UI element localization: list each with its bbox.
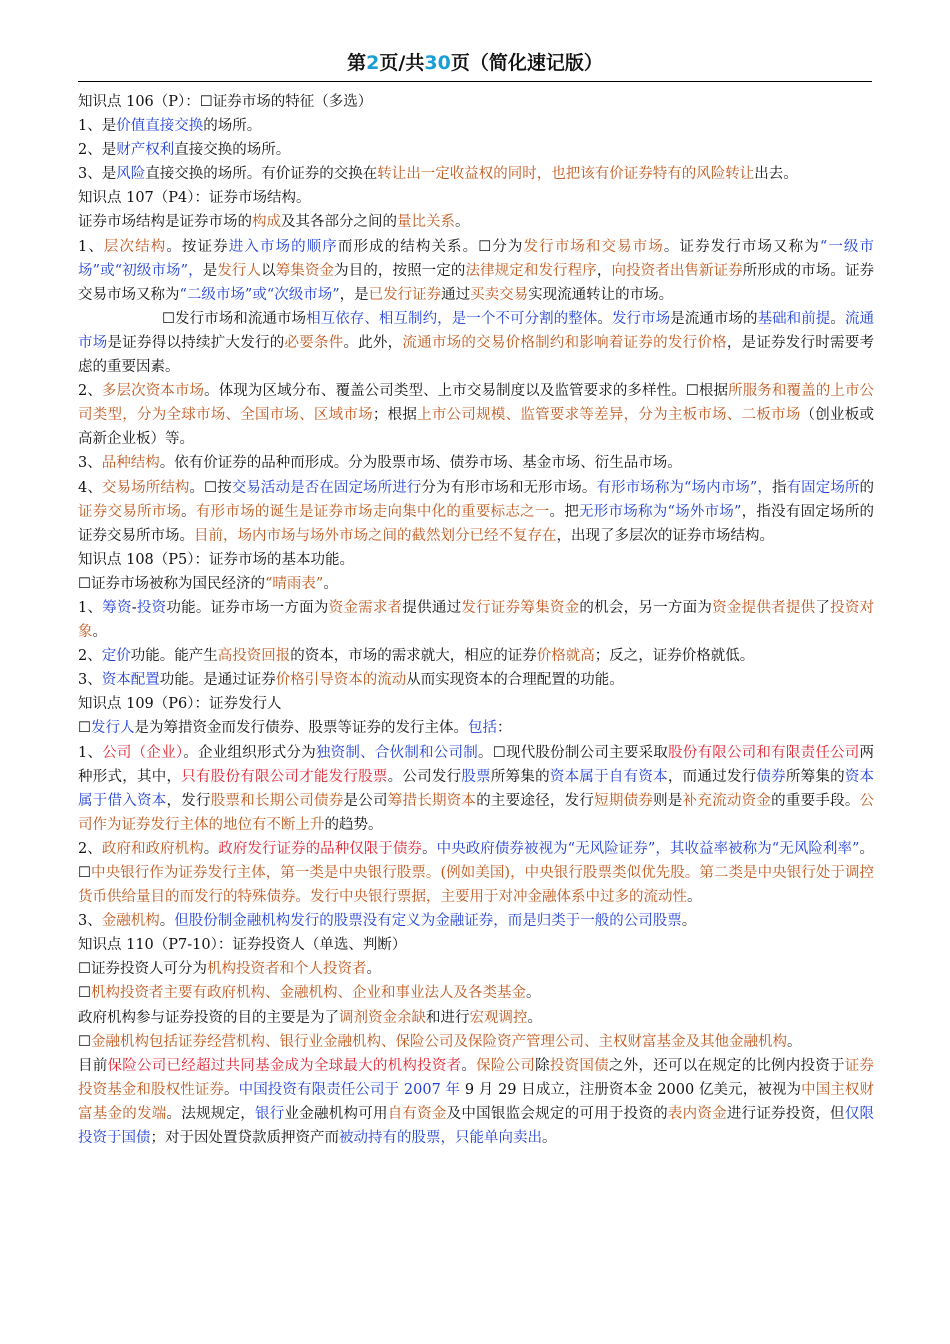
- text-run: 的: [859, 479, 875, 496]
- highlighted-text-run: 上市公司规模、监管要求等差异，分为主板市场、二板市场: [417, 407, 801, 424]
- highlighted-text-run: 中央银行作为证券发行主体，第一类是中央银行股票。(例如美国)，中央银行股票类似优先股。第二类是中央银行处于调控货币供给量目的而发行的特殊债券。发行中央银行票据，主要用于对冲金融体系中过多的流动性: [78, 865, 874, 906]
- paragraph: [78, 379, 874, 451]
- highlighted-text-run: 法律规定和发行程序: [465, 262, 597, 279]
- highlighted-text-run: 必要条件: [284, 334, 344, 351]
- text-run: 进行证券投资，但: [726, 1105, 845, 1122]
- highlighted-text-run: 股票和长期公司债券: [210, 792, 344, 809]
- highlighted-text-run: “晴雨表”: [265, 575, 324, 592]
- paragraph: [78, 668, 874, 692]
- highlighted-text-run: 金融机构包括证券经营机构、银行业金融机构、保险公司及保险资产管理公司、主权财富基金及其他金融机构: [91, 1033, 787, 1050]
- paragraph: [78, 90, 874, 114]
- text-run: 9 月 29 日成立，注册资本金 2000 亿美元，被视为: [460, 1081, 802, 1098]
- paragraph: [78, 596, 874, 644]
- text-run: 除: [535, 1057, 550, 1074]
- text-run: 所形成的市场。证券交易市场又称为: [78, 262, 875, 303]
- highlighted-text-run: 调剂资金余缺: [339, 1009, 426, 1026]
- paragraph: [78, 307, 874, 379]
- highlighted-text-run: 高投资回报: [217, 648, 291, 665]
- text-run: 。☐: [78, 840, 875, 881]
- highlighted-text-run: 定价: [101, 648, 131, 665]
- highlighted-text-run: 证券投资基金和股权性证券: [78, 1057, 875, 1098]
- text-run: 2、: [78, 648, 102, 665]
- highlighted-text-run: 无形市场称为“场外市场”: [579, 503, 742, 520]
- text-run: 知识点 110（P7-10）：证券投资人（单选、判断）: [78, 937, 407, 954]
- highlighted-text-run: 发行市场和交易市场: [523, 238, 664, 255]
- text-run: ，: [596, 262, 612, 279]
- highlighted-text-run: 买卖交易: [470, 286, 529, 303]
- highlighted-text-run: 独资制、合伙制和公司制: [315, 744, 478, 761]
- highlighted-text-run: 进入市场的顺序: [228, 238, 338, 255]
- highlighted-text-run: 政府和政府机构: [101, 840, 204, 857]
- text-run: 。: [687, 889, 702, 906]
- text-run: 是: [202, 262, 218, 279]
- highlighted-text-run: 股份有限公司和有限责任公司: [668, 744, 860, 761]
- text-run: 。企业组织形式分为: [183, 744, 316, 761]
- text-run: 则是: [653, 792, 683, 809]
- text-run: 功能。能产生: [130, 648, 218, 665]
- highlighted-text-run: 资金提供者提供: [712, 599, 816, 616]
- text-run: 是为筹措资金而发行债券、股票等证券的发行主体。: [134, 720, 468, 737]
- highlighted-text-run: 价值直接交换: [116, 118, 204, 135]
- text-run: 的机会，另一方面为: [579, 599, 713, 616]
- paragraph: [78, 451, 874, 475]
- text-run: ，是证券发行时需要考虑的重要因素。: [78, 334, 875, 376]
- paragraph: [78, 933, 874, 957]
- paragraph: [78, 138, 874, 162]
- text-run: 从而实现资本的合理配置的功能。: [406, 672, 624, 689]
- paragraph: [78, 162, 874, 186]
- highlighted-text-run: 构成: [252, 214, 281, 231]
- paragraph: [78, 1030, 874, 1054]
- text-run: 1、是: [78, 118, 117, 135]
- text-run: 的趋势。: [324, 816, 383, 833]
- highlighted-text-run: 交易场所结构: [101, 479, 190, 496]
- text-run: ：: [497, 720, 512, 737]
- text-run: 1、: [78, 599, 103, 616]
- text-run: 。☐现代股份制公司主要采取: [478, 744, 669, 761]
- highlighted-text-run: 转让出一定收益权的同时，也把该有价证券特有的风险转让: [377, 166, 755, 183]
- paragraph: [78, 716, 874, 740]
- highlighted-text-run: 筹措长期资本: [387, 792, 477, 809]
- document-body: [78, 90, 874, 1150]
- text-run: 了: [815, 599, 831, 616]
- text-run: 政府机构参与证券投资的目的主要是为了: [78, 1009, 339, 1026]
- paragraph: [78, 210, 874, 234]
- paragraph: [78, 957, 874, 981]
- highlighted-text-run: 风险: [116, 166, 146, 183]
- highlighted-text-run: 流通市场: [78, 310, 874, 351]
- text-run: ☐: [78, 985, 91, 1002]
- text-run: 直接交换的场所。: [174, 142, 291, 159]
- text-run: 。☐按: [189, 479, 232, 496]
- highlighted-text-run: 发行证券筹集资金: [461, 599, 580, 616]
- highlighted-text-run: 多层次资本市场: [101, 383, 205, 400]
- header-mid: 页/共: [379, 52, 425, 74]
- highlighted-text-run: 筹资: [102, 599, 132, 616]
- text-run: 而形成的结构关系。☐分为: [337, 238, 524, 255]
- paragraph: [78, 186, 874, 210]
- paragraph: [78, 572, 874, 596]
- highlighted-text-run: 目前，场内市场与场外市场之间的截然划分已经不复存在: [194, 527, 557, 544]
- highlighted-text-run: 基础和前提: [757, 310, 831, 327]
- highlighted-text-run: 仅限投资于国债: [78, 1105, 875, 1147]
- text-run: 。: [461, 1057, 477, 1074]
- highlighted-text-run: 公司（企业）: [102, 744, 184, 761]
- text-run: 证券市场结构是证券市场的: [78, 214, 252, 231]
- text-run: 。按证券: [166, 238, 229, 255]
- text-run: 。公司发行: [387, 768, 462, 785]
- text-run: 两种形式，其中，: [78, 744, 875, 785]
- highlighted-text-run: 投资国债: [549, 1057, 609, 1074]
- text-run: ☐证券市场被称为国民经济的: [78, 575, 265, 592]
- text-run: 及其各部分之间的: [281, 214, 397, 231]
- highlighted-text-run: 发行市场: [611, 310, 671, 327]
- text-run: 。依有价证券的品种而形成。分为股票市场、债券市场、基金市场、衍生品市场。: [159, 455, 682, 472]
- text-run: 。: [323, 575, 338, 592]
- highlighted-text-run: 包括: [468, 720, 497, 737]
- text-run: ；根据: [372, 407, 418, 424]
- text-run: 是流通市场的: [670, 310, 758, 327]
- highlighted-text-run: 筹集资金: [275, 262, 335, 279]
- highlighted-text-run: 表内资金: [667, 1105, 727, 1122]
- text-run: 目前: [78, 1057, 108, 1074]
- highlighted-text-run: 资金需求者: [328, 599, 403, 616]
- text-run: ，指没有固定场所的证券交易所市场。: [78, 503, 875, 544]
- text-run: 3、是: [78, 166, 117, 183]
- text-run: 。: [422, 840, 437, 857]
- text-run: ☐发行市场和流通市场: [162, 310, 307, 327]
- paragraph: [78, 741, 874, 837]
- text-run: 。: [527, 1009, 542, 1026]
- header-suffix: 页（简化速记版）: [450, 52, 603, 74]
- text-run: 指: [771, 479, 787, 496]
- highlighted-text-run: 中国投资有限责任公司于 2007 年: [238, 1081, 461, 1098]
- text-run: 3、: [78, 455, 102, 472]
- text-run: 知识点 109（P6）：证券发行人: [78, 696, 282, 713]
- highlighted-text-run: 价格就高: [536, 648, 595, 665]
- highlighted-text-run: 股票: [461, 768, 491, 785]
- highlighted-text-run: 有固定场所: [786, 479, 860, 496]
- text-run: 功能。是通过证券: [159, 672, 276, 689]
- highlighted-text-run: “二级市场”或“次级市场”: [179, 286, 340, 303]
- highlighted-text-run: 流通市场的交易价格制约和影响着证券的发行价格: [402, 334, 727, 351]
- text-run: 知识点 108（P5）：证券市场的基本功能。: [78, 551, 355, 568]
- highlighted-text-run: 投资: [136, 599, 167, 616]
- text-run: 是公司: [343, 792, 388, 809]
- highlighted-text-run: 债券: [756, 768, 786, 785]
- paragraph: [78, 981, 874, 1005]
- highlighted-text-run: 被动持有的股票，只能单向卖出: [339, 1130, 542, 1147]
- highlighted-text-run: 所服务和覆盖的上市公司类型，分为全球市场、全国市场、区域市场: [78, 383, 875, 424]
- paragraph: [78, 548, 874, 572]
- text-run: ，而通过发行: [667, 768, 757, 785]
- text-run: 。: [203, 840, 219, 857]
- paragraph: [78, 909, 874, 933]
- highlighted-text-run: 相互依存、相互制约，是一个不可分割的整体: [306, 310, 598, 327]
- text-run: 的主要途径，发行: [476, 792, 595, 809]
- highlighted-text-run: 财产权利: [116, 142, 175, 159]
- text-run: 。体现为区域分布、覆盖公司类型、上市交易制度以及监管要求的多样性。☐根据: [204, 383, 729, 400]
- text-run: 3、: [78, 913, 102, 930]
- text-run: 。: [224, 1081, 239, 1098]
- highlighted-text-run: 公司作为证券发行主体的地位有不断上升: [78, 792, 875, 833]
- paragraph: [78, 692, 874, 716]
- highlighted-text-run: 中央政府债券被视为“无风险证券”，其收益率被称为“无风险利率”: [436, 840, 860, 857]
- text-run: 。此外，: [343, 334, 403, 351]
- text-run: 2、是: [78, 142, 117, 159]
- text-run: 提供通过: [402, 599, 462, 616]
- text-run: 是证券得以持续扩大发行的: [107, 334, 285, 351]
- text-run: 业金融机构可用: [284, 1105, 388, 1122]
- highlighted-text-run: 资本配置: [101, 672, 160, 689]
- text-run: 4、: [78, 479, 102, 496]
- text-run: 的重要手段。: [771, 792, 860, 809]
- paragraph: [78, 1006, 874, 1030]
- text-run: （创业板或高新企业板）等。: [78, 407, 875, 448]
- text-run: ，出现了多层次的证券市场结构。: [556, 527, 774, 544]
- highlighted-text-run: “一级市场”或“初级市场”，: [78, 238, 875, 279]
- text-run: 2、: [78, 383, 102, 400]
- paragraph: [78, 114, 874, 138]
- text-run: 。法规规定，: [166, 1105, 255, 1122]
- paragraph: [78, 476, 874, 548]
- text-run: 1、: [78, 744, 103, 761]
- text-run: ；反之，证券价格就低。: [594, 648, 755, 665]
- highlighted-text-run: 保险公司已经超过共同基金成为全球最大的机构投资者: [107, 1057, 462, 1074]
- text-run: 所筹集的: [785, 768, 845, 785]
- highlighted-text-run: 短期债券: [594, 792, 654, 809]
- highlighted-text-run: 有形市场的诞生是证券市场走向集中化的重要标志之一: [195, 503, 550, 520]
- highlighted-text-run: 资本属于自有资本: [549, 768, 668, 785]
- text-run: 功能。证券市场一方面为: [166, 599, 329, 616]
- highlighted-text-run: 有形市场称为“场内市场”，: [596, 479, 772, 496]
- highlighted-text-run: 金融机构: [101, 913, 160, 930]
- text-run: ☐: [78, 1033, 91, 1050]
- text-run: ☐: [78, 720, 91, 737]
- text-run: 分为有形市场和无形市场。: [421, 479, 597, 496]
- text-run: 通过: [441, 286, 471, 303]
- paragraph: [78, 837, 874, 909]
- header-prefix: 第: [347, 52, 367, 74]
- text-run: 出去。: [754, 166, 798, 183]
- highlighted-text-run: 投资对象: [78, 599, 875, 641]
- text-run: ，是: [339, 286, 369, 303]
- text-run: 的资本，市场的需求就大，相应的证券: [290, 648, 537, 665]
- text-run: 。把: [549, 503, 580, 520]
- highlighted-text-run: 发行人: [217, 262, 262, 279]
- text-run: 。: [455, 214, 470, 231]
- highlighted-text-run: 保险公司: [476, 1057, 536, 1074]
- highlighted-text-run: 量比关系: [397, 214, 455, 231]
- text-run: 。: [526, 985, 541, 1002]
- text-run: 。: [597, 310, 612, 327]
- total-page-number: 30: [424, 52, 451, 74]
- text-run: 。: [366, 961, 381, 978]
- current-page-number: 2: [366, 52, 380, 74]
- highlighted-text-run: 向投资者出售新证券: [611, 262, 743, 279]
- text-run: ，发行: [166, 792, 211, 809]
- text-run: 。: [542, 1130, 557, 1147]
- paragraph: [78, 1054, 874, 1150]
- paragraph: [78, 235, 874, 307]
- text-run: ；对于因处置贷款质押资产而: [150, 1130, 339, 1147]
- highlighted-text-run: 自有资金: [387, 1105, 447, 1122]
- text-run: 为目的，按照一定的: [334, 262, 466, 279]
- text-run: 。: [830, 310, 845, 327]
- highlighted-text-run: 价格引导资本的流动: [275, 672, 407, 689]
- text-run: 实现流通转让的市场。: [528, 286, 674, 303]
- text-run: 3、: [78, 672, 102, 689]
- highlighted-text-run: 机构投资者和个人投资者: [207, 961, 367, 978]
- text-run: ☐证券投资人可分为: [78, 961, 207, 978]
- text-run: 。: [681, 913, 697, 930]
- text-run: 。: [92, 624, 107, 641]
- highlighted-text-run: 品种结构: [101, 455, 160, 472]
- text-run: 。: [159, 913, 175, 930]
- text-run: 及中国银监会规定的可用于投资的: [446, 1105, 668, 1122]
- text-run: 知识点 106（P）：☐证券市场的特征（多选）: [78, 94, 373, 110]
- highlighted-text-run: 证券交易所市场: [78, 503, 182, 520]
- page-header: [78, 48, 872, 82]
- highlighted-text-run: 发行人: [91, 720, 135, 737]
- text-run: 2、: [78, 840, 102, 857]
- highlighted-text-run: 层次结构: [103, 238, 167, 255]
- highlighted-text-run: 但股份制金融机构发行的股票没有定义为金融证券，而是归类于一般的公司股票: [174, 913, 682, 930]
- text-run: 的场所。: [203, 118, 262, 135]
- text-run: 知识点 107（P4）：证券市场结构。: [78, 190, 311, 207]
- highlighted-text-run: 补充流动资金: [682, 792, 772, 809]
- paragraph: [78, 644, 874, 668]
- text-run: 以: [261, 262, 276, 279]
- text-run: 所筹集的: [490, 768, 550, 785]
- highlighted-text-run: 中国主权财富基金的发端: [78, 1081, 875, 1122]
- text-run: 1、: [78, 238, 104, 255]
- text-run: 。: [787, 1033, 802, 1050]
- text-run: 。: [181, 503, 196, 520]
- highlighted-text-run: 政府发行证券的品种仅限于债券: [218, 840, 423, 857]
- highlighted-text-run: 已发行证券: [368, 286, 442, 303]
- highlighted-text-run: 只有股份有限公司才能发行股票: [181, 768, 388, 785]
- text-run: 之外，还可以在规定的比例内投资于: [608, 1057, 845, 1074]
- text-run: 。证券发行市场又称为: [663, 238, 820, 255]
- text-run: 和进行: [426, 1009, 470, 1026]
- highlighted-text-run: 银行: [254, 1105, 285, 1122]
- text-run: -: [131, 599, 137, 616]
- highlighted-text-run: 交易活动是否在固定场所进行: [231, 479, 422, 496]
- text-run: 直接交换的场所。有价证券的交换在: [145, 166, 378, 183]
- highlighted-text-run: 宏观调控: [469, 1009, 528, 1026]
- highlighted-text-run: 资本属于借入资本: [78, 768, 875, 809]
- highlighted-text-run: 机构投资者主要有政府机构、金融机构、企业和事业法人及各类基金: [91, 985, 526, 1002]
